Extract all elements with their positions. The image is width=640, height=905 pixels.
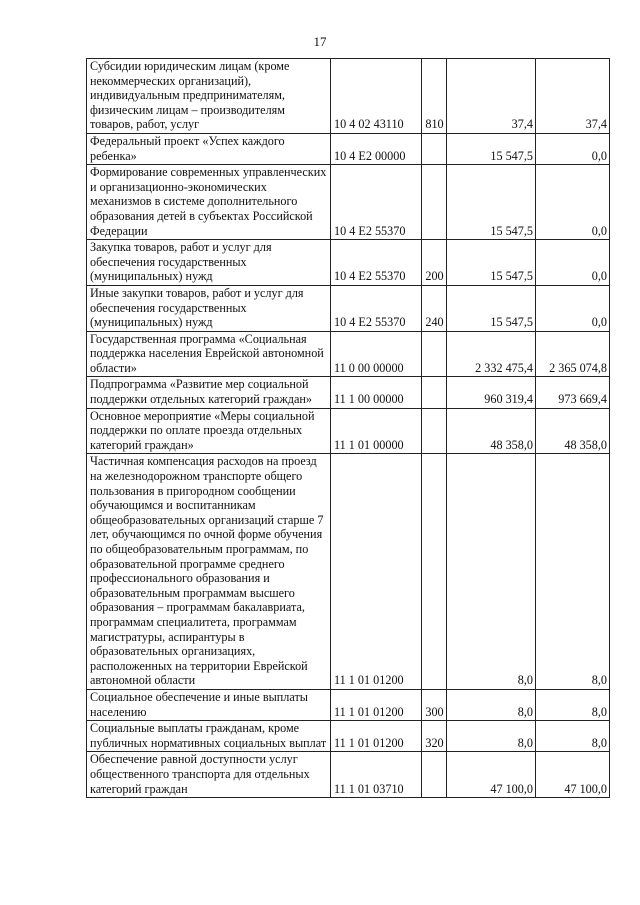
row-sum-next-year-cell: 37,4 (536, 59, 610, 134)
row-vr-cell (422, 331, 447, 377)
row-sum-next-year-cell: 2 365 074,8 (536, 331, 610, 377)
row-sum-current-year-cell: 48 358,0 (447, 408, 536, 454)
table-row (87, 240, 610, 286)
page-number: 17 (313, 34, 327, 49)
row-sum-next-year-cell: 8,0 (536, 689, 610, 720)
row-vr-cell: 810 (422, 59, 447, 134)
row-name-cell: Иные закупки товаров, работ и услуг для обеспечения государственных (муниципальных) нужд (87, 285, 331, 331)
row-sum-next-year-cell: 0,0 (536, 285, 610, 331)
table-row (87, 165, 610, 240)
row-vr-cell: 240 (422, 285, 447, 331)
table-row (87, 133, 610, 164)
table-row (87, 721, 610, 752)
row-code-cell: 10 4 02 43110 (331, 59, 422, 134)
table-row (87, 285, 610, 331)
row-sum-next-year-cell: 8,0 (536, 721, 610, 752)
row-vr-cell: 200 (422, 240, 447, 286)
table-row (87, 377, 610, 408)
row-vr-cell (422, 133, 447, 164)
row-sum-current-year-cell: 15 547,5 (447, 133, 536, 164)
table-row (87, 59, 610, 134)
row-code-cell: 10 4 E2 00000 (331, 133, 422, 164)
row-name-cell: Государственная программа «Социальная поддержка населения Еврейской автономной области» (87, 331, 331, 377)
row-sum-next-year-cell: 47 100,0 (536, 752, 610, 798)
row-code-cell: 10 4 E2 55370 (331, 240, 422, 286)
budget-table (86, 58, 610, 798)
row-code-cell: 11 1 01 01200 (331, 454, 422, 690)
row-vr-cell (422, 165, 447, 240)
row-vr-cell (422, 752, 447, 798)
row-vr-cell (422, 377, 447, 408)
row-code-cell: 10 4 E2 55370 (331, 165, 422, 240)
row-name-cell: Социальные выплаты гражданам, кроме публичных нормативных социальных выплат (87, 721, 331, 752)
table-row (87, 331, 610, 377)
row-sum-current-year-cell: 15 547,5 (447, 240, 536, 286)
table-row (87, 689, 610, 720)
row-code-cell: 10 4 E2 55370 (331, 285, 422, 331)
row-sum-current-year-cell: 15 547,5 (447, 285, 536, 331)
row-name-cell: Частичная компенсация расходов на проезд на железнодорожном транспорте общего пользования в пригородном сообщении обучающимся и воспитанникам общеобразовательных организаций старше 7 лет, обучающимся по очной форме обучения по общеобразовательным программам, по образовательной программе среднего профессионального образования и образовательным программам высшего образования – программам бакалавриата, программам специалитета, программам магистратуры, аспирантуры в образовательных организациях, расположенных на территории Еврейской автономной области (87, 454, 331, 690)
row-code-cell: 11 0 00 00000 (331, 331, 422, 377)
row-name-cell: Социальное обеспечение и иные выплаты населению (87, 689, 331, 720)
row-name-cell: Закупка товаров, работ и услуг для обеспечения государственных (муниципальных) нужд (87, 240, 331, 286)
row-name-cell: Обеспечение равной доступности услуг общественного транспорта для отдельных категорий граждан (87, 752, 331, 798)
budget-table-body (87, 59, 610, 798)
table-row (87, 454, 610, 690)
row-name-cell: Субсидии юридическим лицам (кроме некоммерческих организаций), индивидуальным предпринимателям, физическим лицам – производителям товаров, работ, услуг (87, 59, 331, 134)
row-vr-cell: 320 (422, 721, 447, 752)
row-sum-current-year-cell: 2 332 475,4 (447, 331, 536, 377)
row-sum-next-year-cell: 8,0 (536, 454, 610, 690)
row-code-cell: 11 1 01 01200 (331, 689, 422, 720)
row-code-cell: 11 1 01 03710 (331, 752, 422, 798)
row-name-cell: Федеральный проект «Успех каждого ребенка» (87, 133, 331, 164)
row-code-cell: 11 1 01 00000 (331, 408, 422, 454)
row-sum-current-year-cell: 15 547,5 (447, 165, 536, 240)
row-sum-next-year-cell: 0,0 (536, 165, 610, 240)
row-sum-next-year-cell: 0,0 (536, 133, 610, 164)
table-row (87, 752, 610, 798)
row-name-cell: Подпрограмма «Развитие мер социальной поддержки отдельных категорий граждан» (87, 377, 331, 408)
table-row (87, 408, 610, 454)
row-vr-cell (422, 408, 447, 454)
row-sum-current-year-cell: 8,0 (447, 721, 536, 752)
row-sum-current-year-cell: 47 100,0 (447, 752, 536, 798)
row-code-cell: 11 1 01 01200 (331, 721, 422, 752)
row-sum-current-year-cell: 37,4 (447, 59, 536, 134)
row-sum-current-year-cell: 8,0 (447, 689, 536, 720)
row-name-cell: Основное мероприятие «Меры социальной поддержки по оплате проезда отдельных категорий граждан» (87, 408, 331, 454)
row-sum-next-year-cell: 48 358,0 (536, 408, 610, 454)
row-sum-current-year-cell: 8,0 (447, 454, 536, 690)
row-code-cell: 11 1 00 00000 (331, 377, 422, 408)
row-vr-cell: 300 (422, 689, 447, 720)
row-sum-next-year-cell: 0,0 (536, 240, 610, 286)
row-name-cell: Формирование современных управленческих и организационно-экономических механизмов в системе дополнительного образования детей в субъектах Российской Федерации (87, 165, 331, 240)
row-sum-next-year-cell: 973 669,4 (536, 377, 610, 408)
row-sum-current-year-cell: 960 319,4 (447, 377, 536, 408)
row-vr-cell (422, 454, 447, 690)
